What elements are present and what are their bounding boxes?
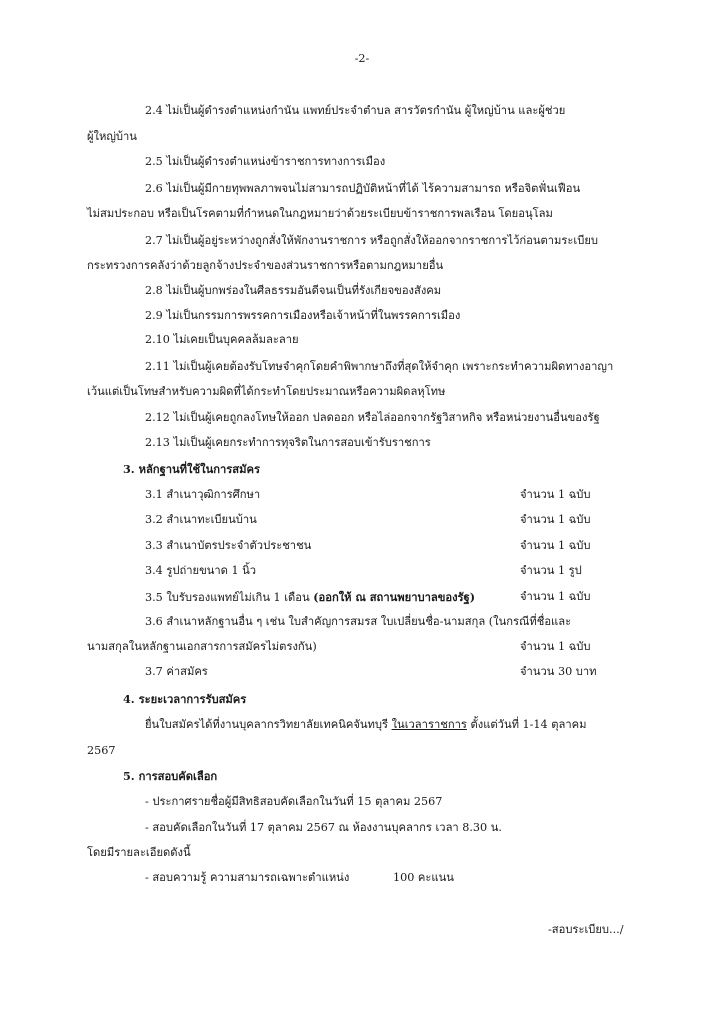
doc-3-2-label: 3.2 สำเนาทะเบียนบ้าน bbox=[145, 513, 257, 526]
item-2-4-line2: ผู้ใหญ่บ้าน bbox=[87, 130, 137, 143]
section-5-heading: 5. การสอบคัดเลือก bbox=[123, 769, 218, 783]
section-4-heading: 4. ระยะเวลาการรับสมัคร bbox=[123, 692, 247, 706]
doc-3-7-label: 3.7 ค่าสมัคร bbox=[145, 665, 208, 678]
item-2-8: 2.8 ไม่เป็นผู้บกพร่องในศีลธรรมอันดีจนเป็นที่รังเกียจของสังคม bbox=[145, 284, 442, 297]
doc-3-5-text: 3.5 ใบรับรองแพทย์ไม่เกิน 1 เดือน bbox=[145, 591, 314, 604]
section-4-text-post: ตั้งแต่วันที่ 1-14 ตุลาคม bbox=[466, 718, 587, 731]
doc-3-4-label: 3.4 รูปถ่ายขนาด 1 นิ้ว bbox=[145, 564, 257, 577]
doc-3-2-qty: จำนวน 1 ฉบับ bbox=[520, 513, 591, 526]
section-5-line1: - ประกาศรายชื่อผู้มีสิทธิสอบคัดเลือกในวันที่ 15 ตุลาคม 2567 bbox=[145, 795, 443, 808]
item-2-7-line1: 2.7 ไม่เป็นผู้อยู่ระหว่างถูกสั่งให้พักงานราชการ หรือถูกสั่งให้ออกจากราชการไว้ก่อนตามระเบียบ bbox=[145, 234, 599, 247]
section-5-line4-score: 100 คะแนน bbox=[393, 871, 454, 884]
doc-3-5-label bbox=[145, 589, 475, 606]
item-2-4-line1: 2.4 ไม่เป็นผู้ดำรงตำแหน่งกำนัน แพทย์ประจำตำบล สารวัตรกำนัน ผู้ใหญ่บ้าน และผู้ช่วย bbox=[145, 104, 566, 117]
doc-3-3-label: 3.3 สำเนาบัตรประจำตัวประชาชน bbox=[145, 539, 312, 552]
doc-3-4-qty: จำนวน 1 รูป bbox=[520, 564, 582, 577]
doc-3-6-qty: จำนวน 1 ฉบับ bbox=[520, 640, 591, 653]
doc-3-5-qty: จำนวน 1 ฉบับ bbox=[520, 590, 591, 603]
section-5-line3: โดยมีรายละเอียดดังนี้ bbox=[87, 846, 191, 859]
item-2-6-line2: ไม่สมประกอบ หรือเป็นโรคตามที่กำหนดในกฎหมายว่าด้วยระเบียบข้าราชการพลเรือน โดยอนุโลม bbox=[87, 207, 553, 220]
doc-3-3-qty: จำนวน 1 ฉบับ bbox=[520, 539, 591, 552]
item-2-10: 2.10 ไม่เคยเป็นบุคคลล้มละลาย bbox=[145, 333, 299, 346]
section-5-line4-label: - สอบความรู้ ความสามารถเฉพาะตำแหน่ง bbox=[145, 871, 350, 884]
item-2-9: 2.9 ไม่เป็นกรรมการพรรคการเมืองหรือเจ้าหน้าที่ในพรรคการเมือง bbox=[145, 309, 461, 322]
item-2-12: 2.12 ไม่เป็นผู้เคยถูกลงโทษให้ออก ปลดออก หรือไล่ออกจากรัฐวิสาหกิจ หรือหน่วยงานอื่นของรัฐ bbox=[145, 411, 600, 424]
section-4-line2: 2567 bbox=[87, 744, 116, 757]
section-3-heading: 3. หลักฐานที่ใช้ในการสมัคร bbox=[123, 462, 260, 476]
item-2-5: 2.5 ไม่เป็นผู้ดำรงตำแหน่งข้าราชการทางการเมือง bbox=[145, 155, 386, 168]
doc-3-1-label: 3.1 สำเนาวุฒิการศึกษา bbox=[145, 488, 261, 501]
item-2-11-line1: 2.11 ไม่เป็นผู้เคยต้องรับโทษจำคุกโดยคำพิพากษาถึงที่สุดให้จำคุก เพราะกระทำความผิดทางอาญา bbox=[145, 360, 614, 373]
doc-3-7-qty: จำนวน 30 บาท bbox=[520, 665, 597, 678]
item-2-13: 2.13 ไม่เป็นผู้เคยกระทำการทุจริตในการสอบเข้ารับราชการ bbox=[145, 436, 431, 449]
doc-3-1-qty: จำนวน 1 ฉบับ bbox=[520, 488, 591, 501]
item-2-6-line1: 2.6 ไม่เป็นผู้มีกายทุพพลภาพจนไม่สามารถปฏิบัติหน้าที่ได้ ไร้ความสามารถ หรือจิตฟั่นเฟือน bbox=[145, 182, 581, 195]
section-4-office-hours: ในเวลาราชการ bbox=[391, 718, 467, 731]
item-2-11-line2: เว้นแต่เป็นโทษสำหรับความผิดที่ได้กระทำโดยประมาณหรือความผิดลหุโทษ bbox=[87, 385, 446, 398]
doc-3-6-line1: 3.6 สำเนาหลักฐานอื่น ๆ เช่น ใบสำคัญการสมรส ใบเปลี่ยนชื่อ-นามสกุล (ในกรณีที่ชื่อและ bbox=[145, 615, 572, 628]
item-2-7-line2: กระทรวงการคลังว่าด้วยลูกจ้างประจำของส่วนราชการหรือตามกฎหมายอื่น bbox=[87, 259, 444, 272]
doc-3-6-line2: นามสกุลในหลักฐานเอกสารการสมัครไม่ตรงกัน) bbox=[87, 640, 317, 653]
doc-3-5-bold-note: (ออกให้ ณ สถานพยาบาลของรัฐ) bbox=[313, 590, 476, 604]
section-4-line1 bbox=[145, 717, 586, 733]
section-4-text-pre: ยื่นใบสมัครได้ที่งานบุคลากรวิทยาลัยเทคนิคจันทบุรี bbox=[145, 718, 392, 731]
continue-note: -สอบระเบียบ.../ bbox=[548, 923, 624, 936]
section-5-line2: - สอบคัดเลือกในวันที่ 17 ตุลาคม 2567 ณ ห้องงานบุคลากร เวลา 8.30 น. bbox=[145, 821, 502, 834]
page-number: -2- bbox=[354, 52, 370, 65]
